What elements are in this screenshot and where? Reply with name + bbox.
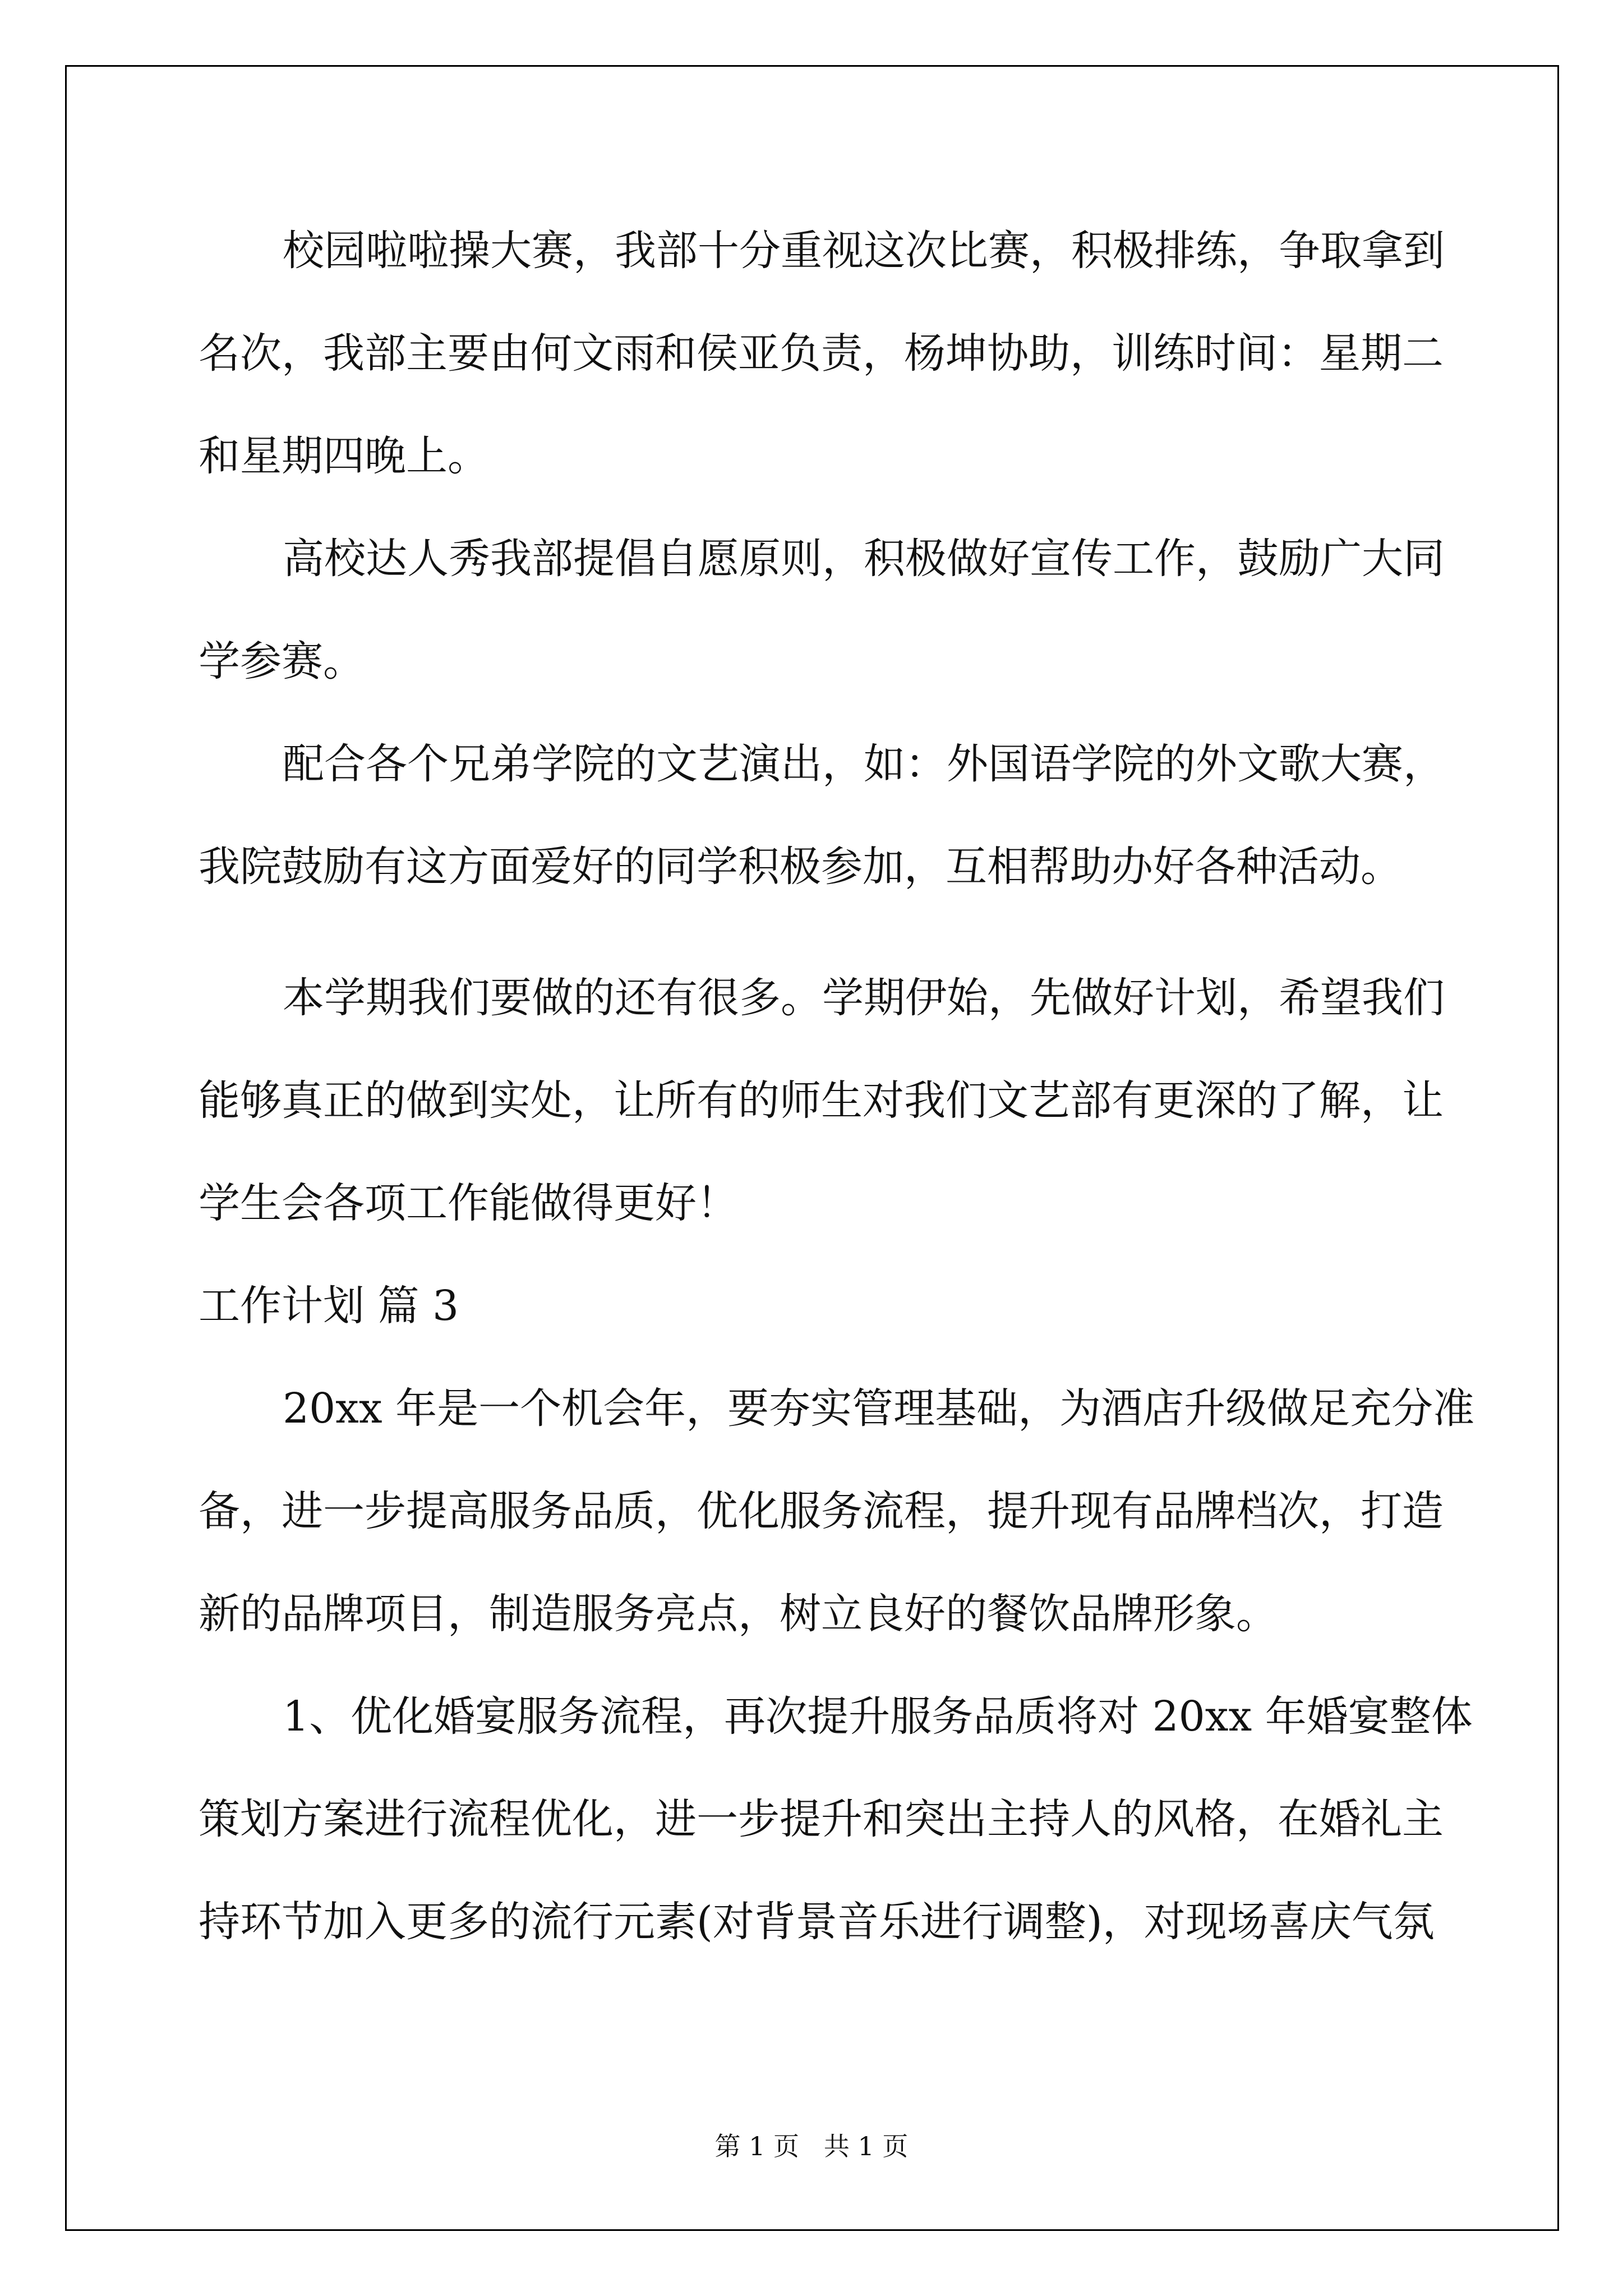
section-heading: 工作计划 篇 3 — [199, 1282, 459, 1330]
paragraph-line: 名次，我部主要由何文雨和侯亚负责，杨坤协助，训练时间：星期二 — [199, 329, 1444, 378]
paragraph-line: 本学期我们要做的还有很多。学期伊始，先做好计划，希望我们 — [283, 974, 1445, 1022]
page-number-footer: 第 1 页 共 1 页 — [714, 2131, 909, 2161]
paragraph-line: 新的品牌项目，制造服务亮点，树立良好的餐饮品牌形象。 — [199, 1590, 1278, 1638]
paragraph-line: 学生会各项工作能做得更好！ — [199, 1179, 738, 1227]
paragraph-line: 和星期四晚上。 — [199, 432, 489, 480]
paragraph-line: 学参赛。 — [199, 637, 365, 685]
paragraph-line: 校园啦啦操大赛，我部十分重视这次比赛，积极排练，争取拿到 — [283, 227, 1445, 275]
paragraph-line: 备，进一步提高服务品质，优化服务流程，提升现有品牌档次，打造 — [199, 1487, 1444, 1535]
paragraph-line: 20xx 年是一个机会年，要夯实管理基础，为酒店升级做足充分准 — [283, 1384, 1475, 1433]
paragraph-line: 我院鼓励有这方面爱好的同学积极参加，互相帮助办好各种活动。 — [199, 843, 1402, 891]
paragraph-line: 配合各个兄弟学院的文艺演出，如：外国语学院的外文歌大赛， — [283, 740, 1445, 788]
paragraph-line: 策划方案进行流程优化，进一步提升和突出主持人的风格，在婚礼主 — [199, 1795, 1444, 1843]
paragraph-line: 能够真正的做到实处，让所有的师生对我们文艺部有更深的了解，让 — [199, 1076, 1444, 1125]
paragraph-line: 1、优化婚宴服务流程，再次提升服务品质将对 20xx 年婚宴整体 — [283, 1692, 1473, 1741]
paragraph-line: 持环节加入更多的流行元素(对背景音乐进行调整)，对现场喜庆气氛 — [199, 1898, 1435, 1946]
paragraph-line: 高校达人秀我部提倡自愿原则，积极做好宣传工作，鼓励广大同 — [283, 535, 1445, 583]
